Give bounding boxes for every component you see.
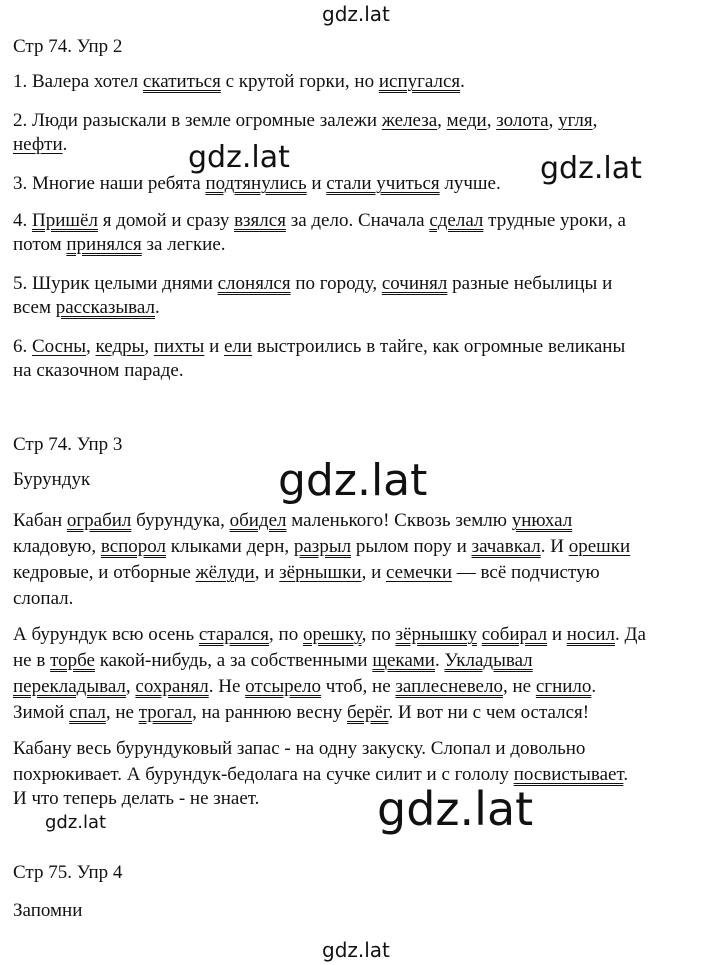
- watermark: gdz.lat: [377, 782, 534, 836]
- sentence-3: 3. Многие наши ребята подтянулись и стали учиться лучше.: [13, 173, 501, 194]
- paragraph-2-line-4: Зимой спал, не трогал, на раннюю весну берёг. И вот ни с чем остался!: [13, 702, 590, 723]
- watermark: gdz.lat: [540, 151, 642, 186]
- paragraph-1-line-4: слопал.: [13, 588, 74, 609]
- watermark-top: gdz.lat: [322, 2, 390, 26]
- watermark: gdz.lat: [188, 140, 290, 175]
- sentence-5: 5. Шурик целыми днями слонялся по городу, сочинял разные небылицы и: [13, 273, 613, 294]
- watermark-bottom: gdz.lat: [322, 938, 390, 962]
- exercise-4-title: Запомни: [13, 900, 83, 921]
- paragraph-1-line-3: кедровые, и отборные жёлуди, и зёрнышки, и семечки — всё подчистую: [13, 562, 600, 583]
- sentence-2: 2. Люди разыскали в земле огромные залежи железа, меди, золота, угля,: [13, 110, 598, 131]
- exercise-4-header: Стр 75. Упр 4: [13, 862, 123, 883]
- text-title: Бурундук: [13, 469, 91, 490]
- exercise-3-header: Стр 74. Упр 3: [13, 434, 123, 455]
- paragraph-2-line-2: не в торбе какой-нибудь, а за собственными щеками. Укладывал: [13, 650, 533, 671]
- sentence-1: 1. Валера хотел скатиться с крутой горки, но испугался.: [13, 71, 465, 92]
- paragraph-2-line-1: А бурундук всю осень старался, по орешку, по зёрнышку собирал и носил. Да: [13, 624, 646, 645]
- sentence-6-cont: на сказочном параде.: [13, 360, 184, 381]
- watermark: gdz.lat: [45, 812, 107, 833]
- watermark: gdz.lat: [278, 455, 428, 506]
- sentence-2-cont: нефти.: [13, 134, 68, 155]
- sentence-4-cont: потом принялся за легкие.: [13, 234, 226, 255]
- paragraph-3-line-1: Кабану весь бурундуковый запас - на одну закуску. Слопал и довольно: [13, 738, 586, 759]
- paragraph-3-line-2: похрюкивает. А бурундук-бедолага на сучке силит и с гололу посвистывает.: [13, 764, 629, 785]
- paragraph-2-line-3: перекладывал, сохранял. Не отсырело чтоб, не заплесневело, не сгнило.: [13, 676, 597, 697]
- paragraph-3-line-3: И что теперь делать - не знает.: [13, 788, 260, 809]
- paragraph-1-line-1: Кабан ограбил бурундука, обидел маленького! Сквозь землю унюхал: [13, 510, 573, 531]
- sentence-4: 4. Пришёл я домой и сразу взялся за дело. Сначала сделал трудные уроки, а: [13, 210, 626, 231]
- paragraph-1-line-2: кладовую, вспорол клыками дерн, разрыл рылом пору и зачавкал. И орешки: [13, 536, 631, 557]
- exercise-2-header: Стр 74. Упр 2: [13, 36, 123, 57]
- sentence-6: 6. Сосны, кедры, пихты и ели выстроились в тайге, как огромные великаны: [13, 336, 626, 357]
- sentence-5-cont: всем рассказывал.: [13, 297, 160, 318]
